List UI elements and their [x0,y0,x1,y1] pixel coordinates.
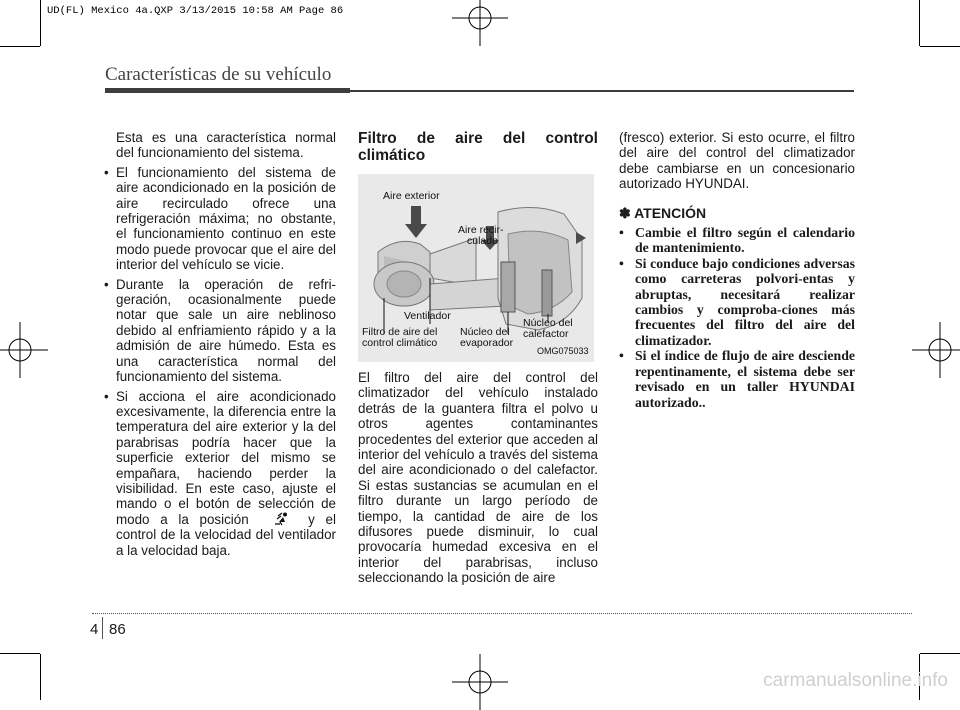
crop-mark [40,654,41,700]
caution-item: • Si el índice de flujo de aire desciende repentinamente, el sistema debe ser revisado en un taller HYUNDAI autorizado.. [619,348,855,410]
filter-body-text-continued: (fresco) exterior. Si esto ocurre, el filtro del aire del control del climatizador debe cambiarse en un concesionario autorizado HYUNDAI. [619,130,855,192]
label-heater-2: calefactor [523,328,569,340]
bullet-text: y el control de la velocidad del ventilador a la velocidad baja. [116,511,336,558]
column-left [104,130,336,558]
registration-mark-icon [452,654,508,710]
section-title: Características de su vehículo [105,64,332,85]
bullet-item: • El funcionamiento del sistema de aire acondicionado en la posición de aire recirculado ofrece una refrigeración máxima; no obstante, el funcionamiento continuo en este modo puede provocar que el aire del interior del vehículo se vicie. [104,165,336,273]
bullet-text: Si acciona el aire acondicionado excesivamente, la diferencia entre la temperatura del aire exterior y la del parabrisas podría hacer que la superficie exterior del mismo se empañara, haciendo perder la visibilidad. En este caso, ajuste el mando o el botón de selección de modo a la posición [116,388,336,527]
footer-dotted-rule [92,613,912,614]
registration-mark-icon [452,0,508,46]
air-filter-diagram [358,174,594,362]
crop-mark [0,46,40,47]
watermark: carmanualsonline.info [763,670,948,691]
subsection-heading: Filtro de aire del control climático [358,130,598,164]
registration-mark-icon [912,322,960,378]
print-slug: UD(FL) Mexico 4a.QXP 3/13/2015 10:58 AM Page 86 [47,5,344,17]
crop-mark [0,653,40,654]
label-filter-1: Filtro de aire del [362,326,438,338]
bullet-item: • Durante la operación de refri-geración, ocasionalmente puede notar que sale un aire neblinoso debido al enfriamiento rápido y a la admisión de aire húmedo. Esta es una característica normal del funcionamiento del sistema. [104,277,336,385]
registration-mark-icon [0,322,48,378]
crop-mark [920,653,960,654]
intro-text: Esta es una característica normal del funcionamiento del sistema. [116,130,336,161]
label-recirc-air-2: culado [467,235,498,247]
crop-mark [40,0,41,46]
crop-mark [919,0,920,46]
title-rule [340,90,854,92]
column-right [619,130,855,410]
caution-list [619,225,855,410]
caution-item: • Si conduce bajo condiciones adversas como carreteras polvori-entas y abruptas, necesitará realizar cambios y comproba-ciones más frecuentes del filtro del aire del climatizador. [619,256,855,348]
label-evaporator-2: evaporador [460,337,514,349]
label-filter-2: control climático [362,337,438,349]
label-blower: Ventilador [404,310,451,322]
label-evaporator-1: Núcleo del [460,326,510,338]
bullet-item [104,389,336,558]
caution-heading: ✽ ATENCIÓN [619,204,707,221]
column-middle [358,130,598,586]
label-outside-air: Aire exterior [383,190,440,202]
caution-item: • Cambie el filtro según el calendario de mantenimiento. [619,225,855,256]
crop-mark [920,46,960,47]
figure-code: OMG075033 [537,346,589,356]
filter-body-text: El filtro del aire del control del climatizador del vehículo instalado detrás de la guantera filtra el polvo u otros agentes contaminantes procedentes del exterior que acceden al interior del vehículo a través del sistema del aire acondicionado o del calefactor. Si estas sustancias se acumulan en el filtro durante un largo período de tiempo, la cantidad de aire de los difusores puede disminuir, lo cual provocaría humedad excesiva en el interior del parabrisas, incluso seleccionando la posición de aire [358,370,598,586]
section-number: 4 [90,621,99,638]
page-number: 86 [109,621,126,638]
title-underline-bar [105,88,350,93]
label-heater-1: Núcleo del [523,317,573,329]
page-number-divider [102,617,103,639]
floor-defrost-mode-icon [263,512,293,526]
label-recirc-air-1: Aire recir- [458,224,504,236]
